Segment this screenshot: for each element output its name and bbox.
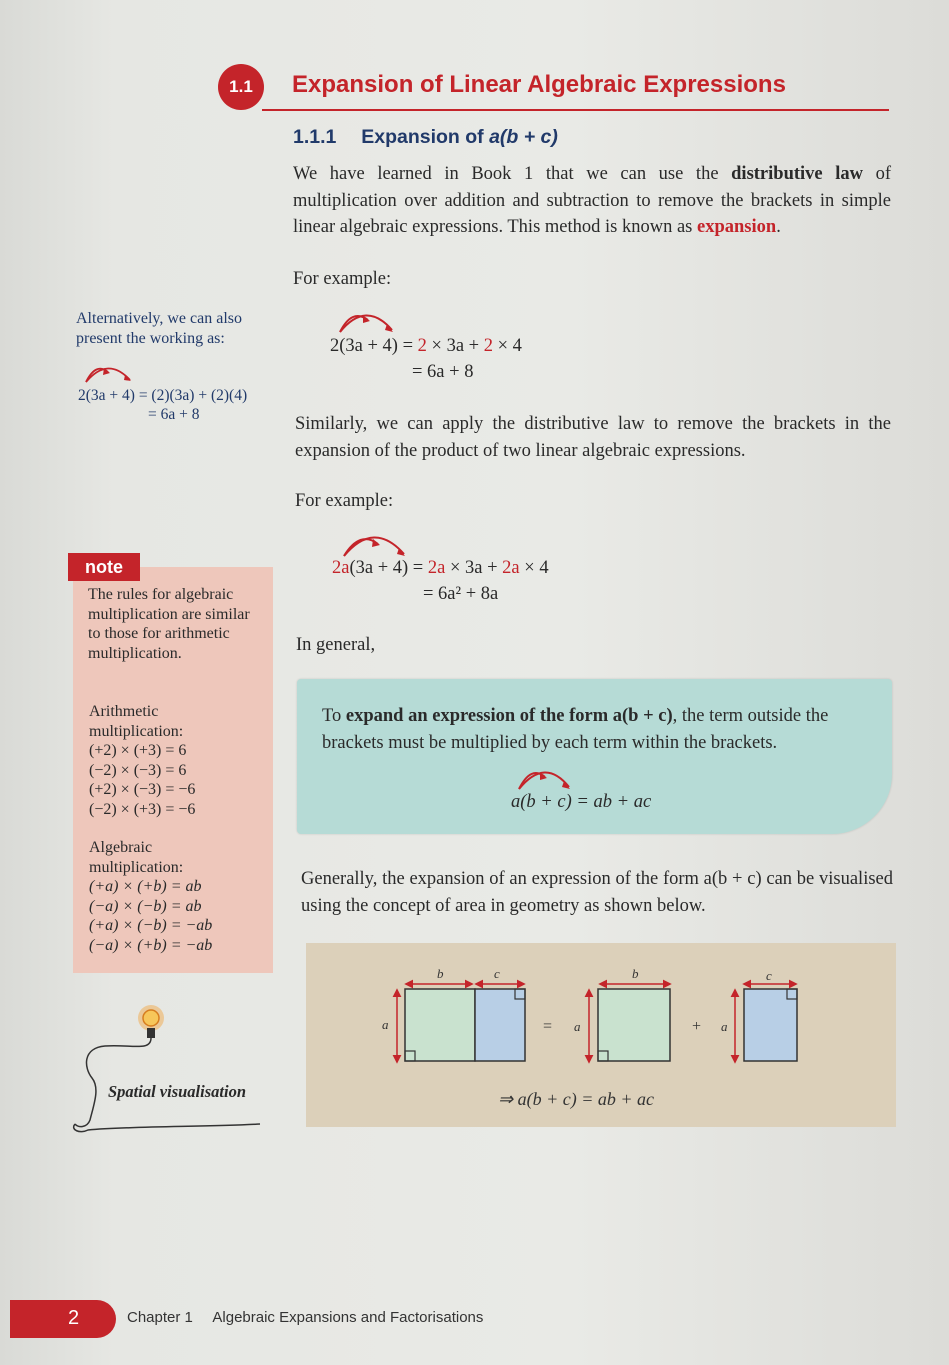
- term-expansion: expansion: [697, 217, 777, 237]
- margin-arrows: [80, 360, 140, 384]
- diagram-plus: +: [692, 1018, 702, 1035]
- subsection-title: Expansion of: [361, 126, 490, 148]
- generally-paragraph: Generally, the expansion of an expression of the form a(b + c) can be visualised using the concept of area in geometry as shown below.: [301, 869, 893, 916]
- arith-rule: (+2) × (+3) = 6: [89, 742, 187, 759]
- diagram-result: ⇒ a(b + c) = ab + ac: [498, 1089, 654, 1109]
- footer-chapter: [127, 1309, 483, 1326]
- rect-ac-alone: [744, 989, 797, 1061]
- in-general: In general,: [296, 635, 376, 655]
- arith-rule: (+2) × (−3) = −6: [89, 781, 196, 798]
- subsection-expr: a(b + c): [489, 126, 558, 148]
- alg-rule: (−a) × (−b) = ab: [89, 897, 202, 915]
- label-b-2: b: [632, 966, 639, 981]
- page-number: 2: [68, 1307, 80, 1329]
- distribution-arrows-1: [330, 306, 400, 336]
- area-diagram-svg: [306, 943, 896, 1127]
- label-c-3: c: [766, 968, 772, 983]
- rect-ac: [475, 989, 525, 1061]
- section-number-badge: [218, 64, 264, 110]
- note-alg-title: Algebraic multiplication:: [89, 839, 184, 876]
- arith-rule: (−2) × (−3) = 6: [89, 761, 187, 779]
- section-underline: [262, 109, 889, 111]
- note-arith-title: Arithmetic multiplication:: [89, 703, 184, 740]
- for-example-2: For example:: [295, 491, 394, 511]
- alg-rule: (+a) × (+b) = ab: [89, 878, 202, 895]
- label-c-1: c: [494, 966, 500, 981]
- note-arith-list: [89, 741, 195, 819]
- example-1-line-2: = 6a + 8: [412, 362, 474, 382]
- similarly-paragraph: Similarly, we can apply the distributive law to remove the brackets in the expansion of the product of two linear algebraic expressions.: [295, 414, 891, 461]
- label-a-2: a: [574, 1019, 581, 1034]
- margin-alternative-text: Alternatively, we can also present the working as:: [76, 310, 243, 347]
- for-example-1: For example:: [293, 269, 392, 289]
- rule-text: To expand an expression of the form a(b + c), the term outside the brackets must be multiplied by each term within the brackets.: [322, 706, 829, 753]
- label-b-1: b: [437, 966, 444, 981]
- rule-formula: a(b + c) = ab + ac: [511, 792, 652, 812]
- alg-rule: (+a) × (−b) = −ab: [89, 917, 213, 934]
- example-1-line-1: 2(3a + 4) = 2 × 3a + 2 × 4: [330, 336, 522, 356]
- section-title: Expansion of Linear Algebraic Expressions: [292, 71, 786, 98]
- example-2-line-2: = 6a² + 8a: [423, 584, 499, 604]
- intro-paragraph: We have learned in Book 1 that we can use the distributive law of multiplication over addition and subtraction to remove the brackets in simple linear algebraic expressions. This method is known as expansion.: [293, 164, 891, 237]
- section-number: 1.1: [229, 77, 253, 96]
- footer-chapter-title: Algebraic Expansions and Factorisations: [212, 1309, 484, 1326]
- subsection-number: 1.1.1: [293, 126, 337, 148]
- diagram-equals: =: [543, 1018, 553, 1035]
- page-number-tab: [10, 1300, 116, 1338]
- footer-chapter-number: Chapter 1: [127, 1309, 193, 1326]
- note-label: note: [68, 553, 140, 581]
- rect-ab: [405, 989, 475, 1061]
- spatial-visualisation-label: Spatial visualisation: [108, 1082, 246, 1101]
- arith-rule: (−2) × (+3) = −6: [89, 800, 196, 818]
- label-a-3: a: [721, 1019, 728, 1034]
- note-box: [73, 567, 273, 973]
- note-intro: The rules for algebraic multiplication are similar to those for arithmetic multiplication.: [88, 586, 250, 662]
- margin-line-1: 2(3a + 4) = (2)(3a) + (2)(4): [78, 387, 248, 404]
- note-alg-list: [89, 877, 212, 955]
- margin-line-2: = 6a + 8: [148, 406, 200, 423]
- alg-rule: (−a) × (+b) = −ab: [89, 936, 213, 954]
- label-a-1: a: [382, 1017, 389, 1032]
- rule-box: [297, 679, 892, 834]
- example-2-line-1: 2a(3a + 4) = 2a × 3a + 2a × 4: [332, 558, 549, 578]
- lightbulb-icon: [70, 996, 270, 1138]
- rect-ab-alone: [598, 989, 670, 1061]
- area-diagram: [306, 943, 896, 1127]
- subsection-heading: [293, 126, 558, 149]
